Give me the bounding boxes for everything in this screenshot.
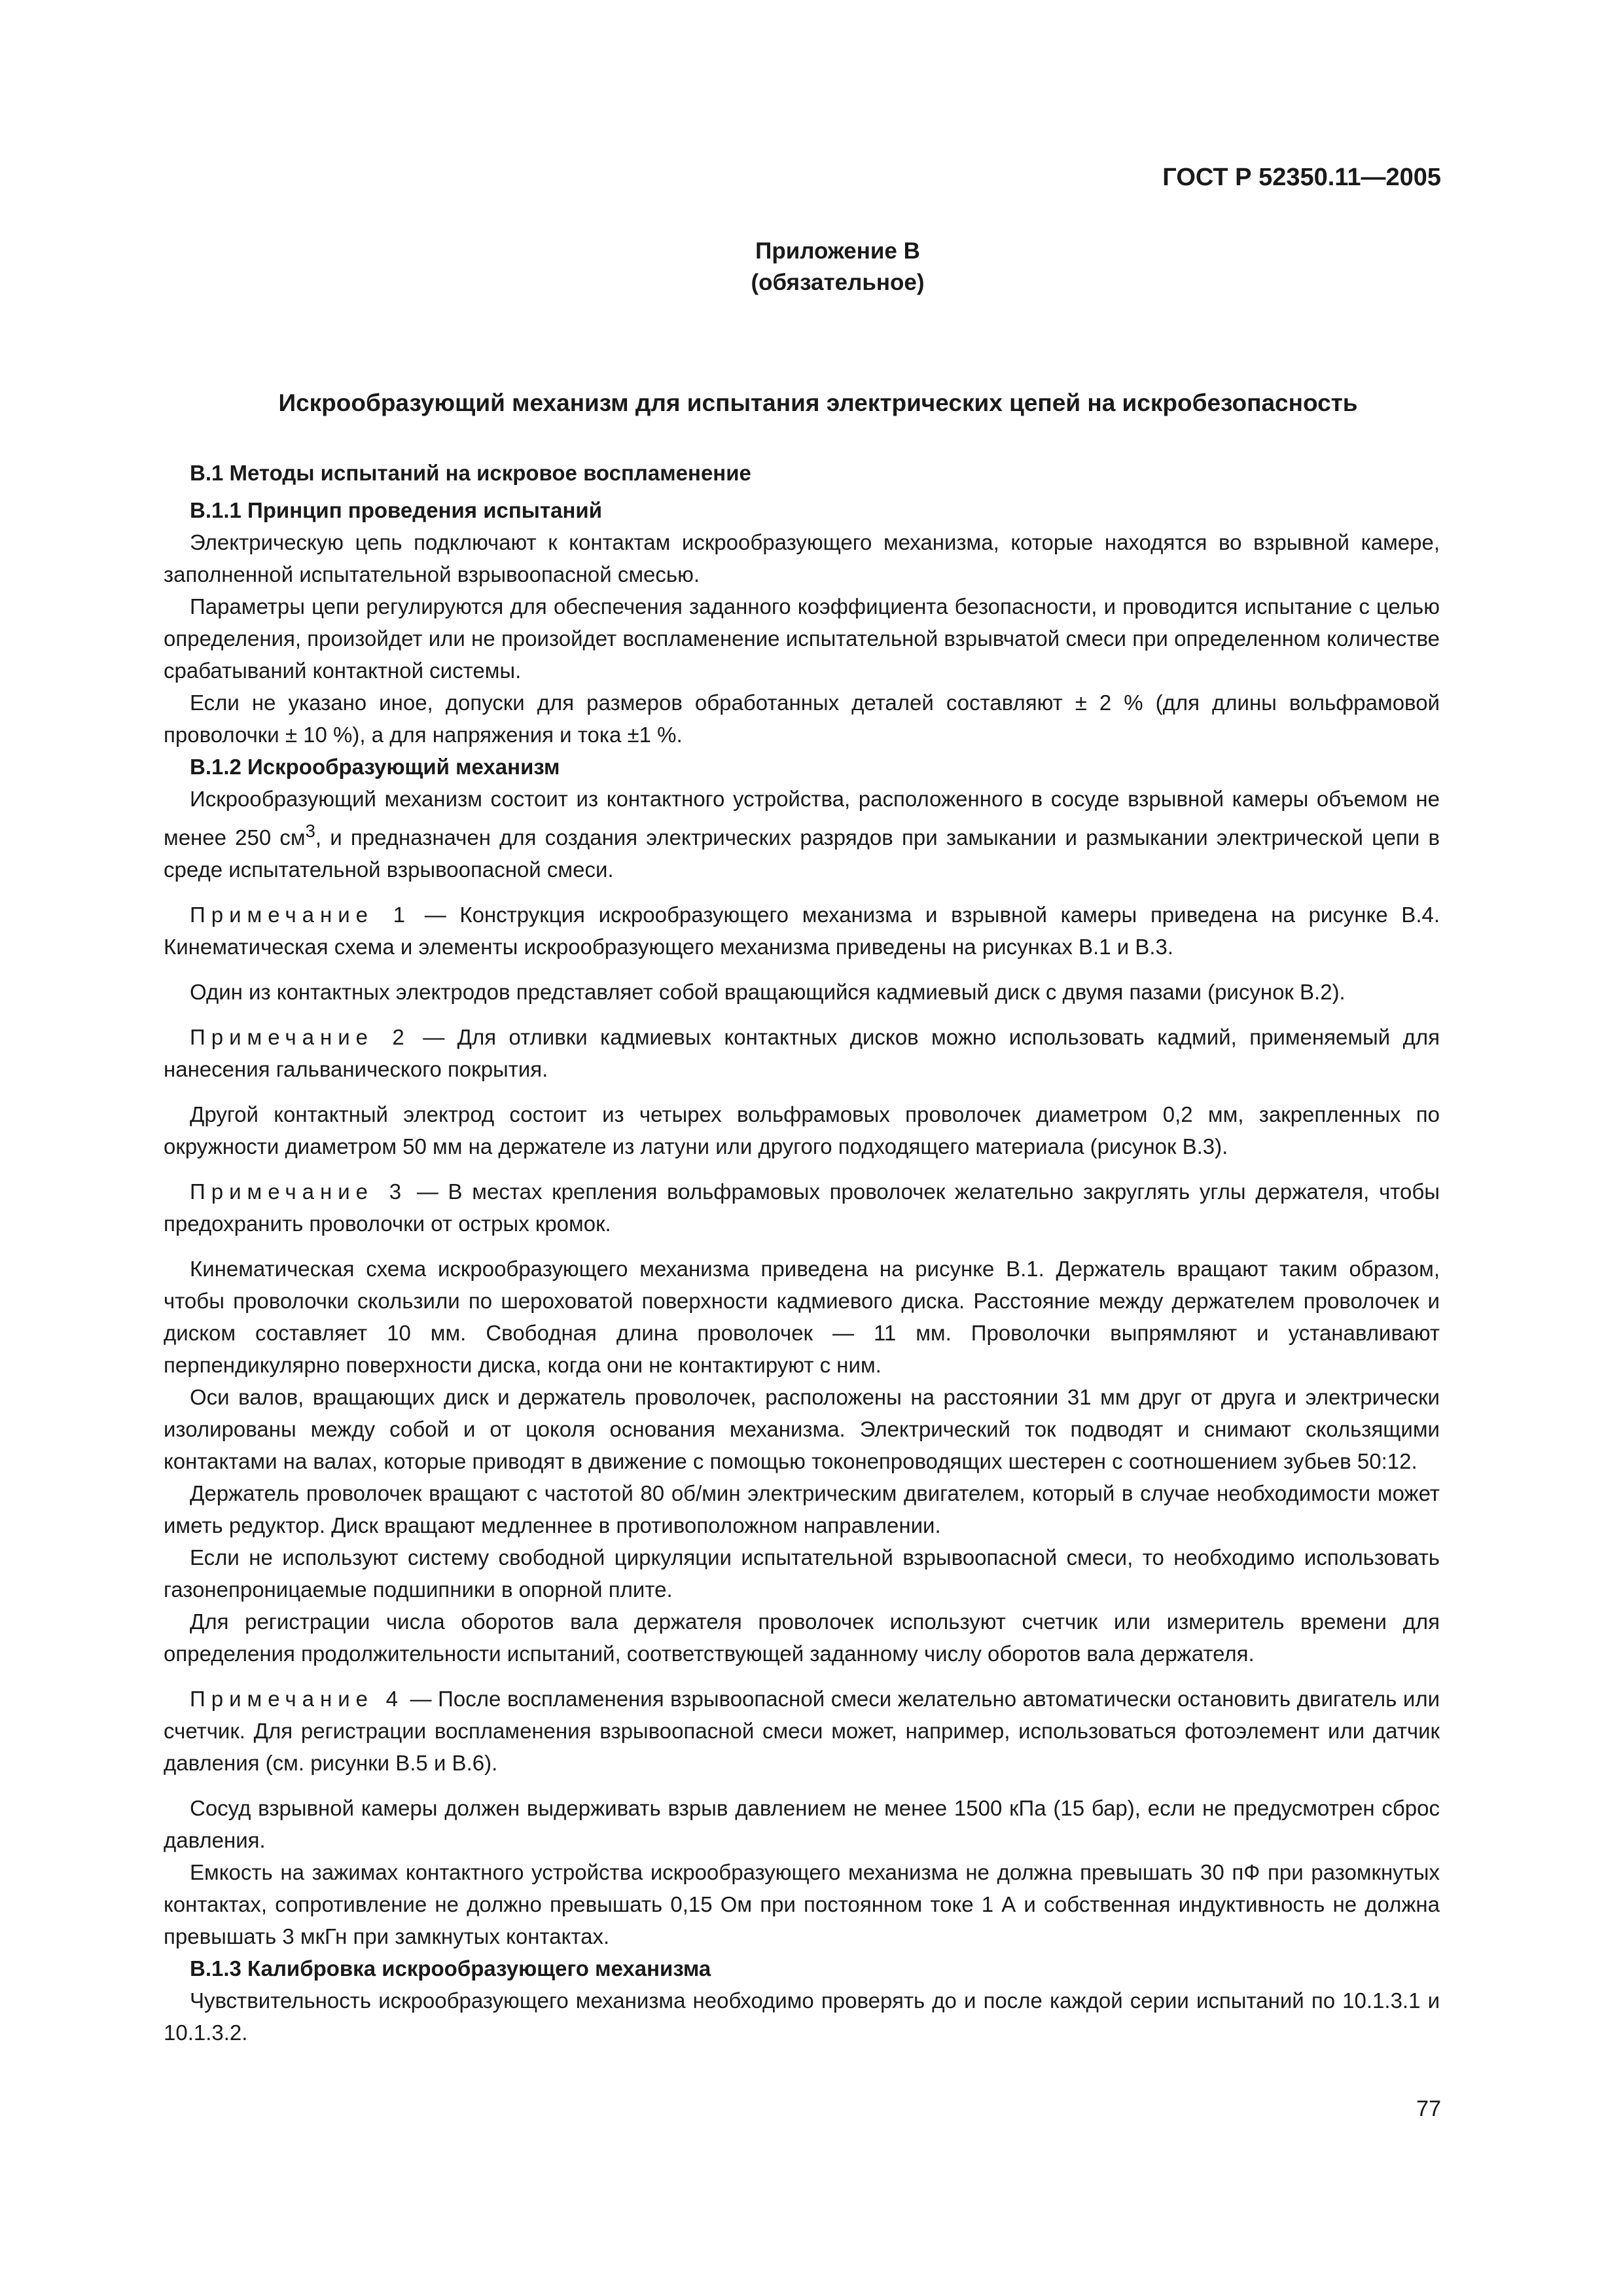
- paragraph: Если не используют систему свободной циркуляции испытательной взрывоопасной смеси, то необходимо использовать газонепроницаемые подшипники в опорной плите.: [164, 1545, 1440, 1602]
- annex-status: (обязательное): [751, 270, 925, 295]
- note-3: [164, 1175, 1440, 1240]
- note-1: [164, 899, 1440, 963]
- paragraph: Один из контактных электродов представляет собой вращающийся кадмиевый диск с двумя пазами (рисунок В.2).: [190, 980, 1346, 1004]
- paragraph: Другой контактный электрод состоит из четырех вольфрамовых проволочек диаметром 0,2 мм, закрепленных по окружности диаметром 50 мм на держателе из латуни или другого подходящего материала (рисунок В.3).: [164, 1102, 1440, 1158]
- section-heading-b11: В.1.1 Принцип проведения испытаний: [190, 498, 602, 522]
- paragraph: Сосуд взрывной камеры должен выдерживать взрыв давлением не менее 1500 кПа (15 бар), если не предусмотрен сброс давления.: [164, 1796, 1440, 1852]
- paragraph: Если не указано иное, допуски для размеров обработанных деталей составляют ± 2 % (для длины вольфрамовой проволочки ± 10 %), а для напряжения и тока ±1 %.: [164, 691, 1440, 747]
- page-number: 77: [1416, 2096, 1441, 2121]
- note-label: Примечание 2: [190, 1025, 410, 1049]
- paragraph: [164, 783, 1440, 886]
- note-2: [164, 1021, 1440, 1085]
- document-title: Искрообразующий механизм для испытания электрических цепей на искробезопасность: [278, 389, 1358, 416]
- paragraph: Держатель проволочек вращают с частотой 80 об/мин электрическим двигателем, который в случае необходимости может иметь редуктор. Диск вращают медленнее в противоположном направлении.: [164, 1481, 1440, 1537]
- paragraph-text: , и предназначен для создания электрических разрядов при замыкании и размыкании электрической цепи в среде испытательной взрывоопасной смеси.: [164, 825, 1440, 882]
- paragraph: Для регистрации числа оборотов вала держателя проволочек используют счетчик или измеритель времени для определения продолжительности испытаний, соответствующей заданному числу оборотов вала держателя.: [164, 1609, 1440, 1666]
- note-label: Примечание 3: [190, 1179, 408, 1204]
- note-text: — Для отливки кадмиевых контактных дисков можно использовать кадмий, применяемый для нанесения гальванического покрытия.: [164, 1025, 1440, 1081]
- paragraph: Чувствительность искрообразующего механизма необходимо проверять до и после каждой серии испытаний по 10.1.3.1 и 10.1.3.2.: [164, 1988, 1440, 2045]
- paragraph: Оси валов, вращающих диск и держатель проволочек, расположены на расстоянии 31 мм друг от друга и электрически изолированы между собой и от цоколя основания механизма. Электрический ток подводят и снимают скользящими контактами на валах, которые приводят в движение с помощью токонепроводящих шестерен с соотношением зубьев 50:12.: [164, 1385, 1440, 1473]
- paragraph: Параметры цепи регулируются для обеспечения заданного коэффициента безопасности, и проводится испытание с целью определения, произойдет или не произойдет воспламенение испытательной взрывчатой смеси при определенном количестве срабатываний контактной системы.: [164, 594, 1440, 683]
- paragraph: Кинематическая схема искрообразующего механизма приведена на рисунке В.1. Держатель вращают таким образом, чтобы проволочки скользили по шероховатой поверхности кадмиевого диска. Расстояние между держателем проволочек и диском составляет 10 мм. Свободная длина проволочек — 11 мм. Проволочки выпрямляют и устанавливают перпендикулярно поверхности диска, когда они не контактируют с ним.: [164, 1257, 1440, 1377]
- note-text: — Конструкция искрообразующего механизма и взрывной камеры приведена на рисунке В.4. Кинематическая схема и элементы искрообразующего механизма приведены на рисунках В.1 и В.3.: [164, 903, 1440, 959]
- annex-heading: [0, 236, 1623, 298]
- superscript: 3: [305, 821, 315, 841]
- note-text: — В местах крепления вольфрамовых проволочек желательно закруглять углы держателя, чтобы предохранить проволочки от острых кромок.: [164, 1179, 1440, 1236]
- note-label: Примечание 1: [190, 903, 412, 927]
- section-heading-b13: В.1.3 Калибровка искрообразующего механизма: [190, 1956, 711, 1981]
- annex-title: Приложение В: [755, 238, 920, 264]
- standard-designation: ГОСТ Р 52350.11—2005: [1162, 164, 1441, 191]
- paragraph: Электрическую цепь подключают к контактам искрообразующего механизма, которые находятся во взрывной камере, заполненной испытательной взрывоопасной смесью.: [164, 530, 1440, 586]
- document-body: [164, 457, 1440, 2049]
- paragraph: Емкость на зажимах контактного устройства искрообразующего механизма не должна превышать 30 пФ при разомкнутых контактах, сопротивление не должно превышать 0,15 Ом при постоянном токе 1 А и собственная индуктивность не должна превышать 3 мкГн при замкнутых контактах.: [164, 1860, 1440, 1948]
- section-heading-b1: В.1 Методы испытаний на искровое воспламенение: [190, 461, 751, 485]
- section-heading-b12: В.1.2 Искрообразующий механизм: [190, 755, 560, 779]
- note-text: — После воспламенения взрывоопасной смеси желательно автоматически остановить двигатель или счетчик. Для регистрации воспламенения взрывоопасной смеси может, например, использоваться фотоэлемент или датчик давления (см. рисунки В.5 и В.6).: [164, 1687, 1440, 1775]
- note-label: Примечание 4: [190, 1687, 404, 1711]
- paragraph-text: Искрообразующий механизм состоит из контактного устройства, расположенного в сосуде взрывной камеры объемом не менее 250 см: [164, 787, 1440, 850]
- note-4: [164, 1683, 1440, 1779]
